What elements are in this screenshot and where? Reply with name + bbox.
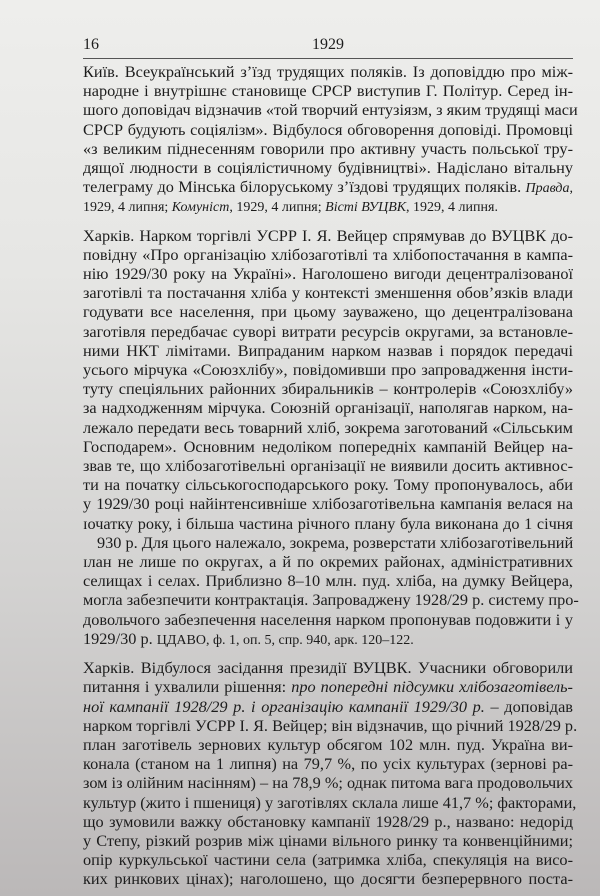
- text-line: лежало передати весь товарний хліб, зокрема заготований «Сільським: [83, 417, 573, 437]
- page-number: 16: [83, 36, 99, 53]
- text-line: шого доповідач відзначив «той творчий ентузіязм, з яким трудящі маси: [83, 100, 578, 120]
- text-line: заготівлі та постачання хліба у контексті зменшення обов’язків влади: [83, 283, 573, 303]
- text-line: [83, 697, 573, 716]
- text-line: за надходженням мірчука. Союзній організації, наполягав нарком, на-: [83, 398, 573, 418]
- text-line: годувати все населення, при цьому зауважено, що децентралізована: [83, 302, 573, 322]
- source-fragment: , 1929, 4 липня.: [406, 200, 498, 216]
- text-line: Господарем». Основним недоліком попередніх кампаній Вейцер на-: [83, 436, 573, 456]
- source-citation: Правда: [525, 181, 570, 197]
- text-fragment: питання і ухвалили рішення:: [83, 677, 292, 697]
- running-head: [83, 34, 573, 59]
- text-line: [83, 677, 573, 696]
- source-citation: Вісті ВУЦВК: [325, 200, 407, 216]
- text-line: усього мірчука «Союзхлібу», повідомивши про запровадження інсти-: [83, 360, 573, 380]
- text-line: Київ. Всеукраїнський з’їзд трудящих поляків. Із доповіддю про між-: [83, 62, 573, 81]
- text-line: туту спеціяльних районних збиральників – контролерів «Союзхлібу»: [83, 379, 573, 399]
- text-line: довольчого забезпечення населення нарком пропонував подовжити і у: [83, 609, 573, 629]
- text-line: що зумовили важку обстановку кампанії 1928/29 р., названо: недорід: [83, 811, 573, 831]
- text-line: план заготівель зернових культур обсягом 102 млн. пуд. Україна ви-: [83, 734, 573, 754]
- agenda-item: про попередні підсумки хлібозаготівель-: [291, 677, 573, 697]
- chronicle-entry-kharkiv-2: [83, 658, 578, 889]
- text-fragment: ,: [569, 181, 573, 197]
- text-line: Харків. Нарком торгівлі УСРР І. Я. Вейцер спрямував до ВУЦВК до-: [83, 225, 573, 245]
- text-line: СРСР будують соціялізм». Відбулося обговорення доповіді. Промовці: [83, 119, 573, 139]
- agenda-item: ної кампанії 1928/29 р. і організацію кампанії 1929/30 р.: [83, 696, 485, 716]
- text-line: «з великим піднесенням говорили про активну участь польської тру-: [83, 138, 573, 158]
- chronicle-entries: [83, 59, 579, 889]
- text-line: конала (станом на 1 липня) на 79,7 %, по усіх культурах (зернові ра-: [83, 754, 573, 774]
- text-line: нарком торгівлі УСРР І. Я. Вейцер; він відзначив, що річний 1928/29 р.: [83, 715, 578, 735]
- text-line: могла забезпечити контрактація. Запроваджену 1928/29 р. систему про-: [83, 590, 579, 610]
- text-line: у 1929/30 році найінтенсивніше хлібозаготівельна кампанія велася на: [83, 494, 573, 514]
- text-fragment: телеграму до Мінська білоруському з’їздові трудящих поляків.: [83, 177, 526, 197]
- text-line: селищах і селах. Приблизно 8–10 млн. пуд. хліба, на думку Вейцера,: [83, 571, 573, 591]
- text-line: ɪлан не лише по округах, а й по окремих районах, адміністративних: [83, 552, 573, 572]
- text-line: ти на початку сільськогосподарського року. Тому пропонувалось, аби: [83, 475, 573, 495]
- book-page: [83, 34, 579, 889]
- text-line: [83, 177, 573, 198]
- chronicle-entry-kharkiv-1: [83, 225, 579, 650]
- source-fragment: , 1929, 4 липня;: [229, 200, 326, 216]
- text-fragment: 1929/30 р.: [83, 628, 157, 648]
- text-line: зом із олійним насінням) – на 78,9 %; однак питома вага продовольчих: [83, 773, 573, 793]
- text-line: ними НКТ лімітами. Випраданим нарком назвав і порядок передачі: [83, 340, 573, 360]
- text-line: у Степу, різкий розрив між цінами вільного ринку та конвенційними;: [83, 830, 573, 850]
- text-line: нію 1929/30 року на Україні». Наголошено вигоди децентралізованої: [83, 264, 573, 284]
- text-line: дящої людности в соціялістичному будівництві». Надіслано вітальну: [83, 158, 573, 178]
- source-fragment: 1929, 4 липня;: [83, 200, 172, 216]
- running-head-year: 1929: [312, 36, 344, 53]
- text-line: народне і внутрішнє становище СРСР виступив Г. Політур. Серед ін-: [83, 81, 573, 101]
- text-line: [83, 629, 573, 650]
- text-fragment: – доповідав: [484, 696, 573, 716]
- text-line: ɪочатку року, і більша частина річного плану була виконана до 1 січня: [83, 513, 573, 533]
- text-line: повідну «Про організацію хлібозаготівлі та хлібопостачання в кампа-: [83, 244, 573, 264]
- text-line: звав те, що хлібозаготівельні організації не виявили досить активнос-: [83, 456, 573, 476]
- text-line: 930 р. Для цього належало, зокрема, розверстати хлібозаготівельний: [97, 532, 574, 552]
- archive-citation: ЦДАВО, ф. 1, оп. 5, спр. 940, арк. 120–122.: [156, 632, 414, 648]
- chronicle-entry-kyiv: [83, 62, 578, 218]
- text-line: Харків. Відбулося засідання президії ВУЦВК. Учасники обговорили: [83, 658, 573, 678]
- text-line: культур (жито і пшениця) у заготівлях склала лише 41,7 %; факторами,: [83, 792, 577, 812]
- source-citation: Комуніст: [171, 200, 230, 216]
- text-line: опір куркульської частини села (затримка хліба, спекуляція на висо-: [83, 850, 573, 870]
- source-line: [83, 198, 573, 217]
- text-line: ких ринкових цінах); наголошено, що досягти безперервного поста-: [83, 869, 573, 889]
- text-line: заготівля передбачає суворі витрати ресурсів округами, за встановле-: [83, 321, 573, 341]
